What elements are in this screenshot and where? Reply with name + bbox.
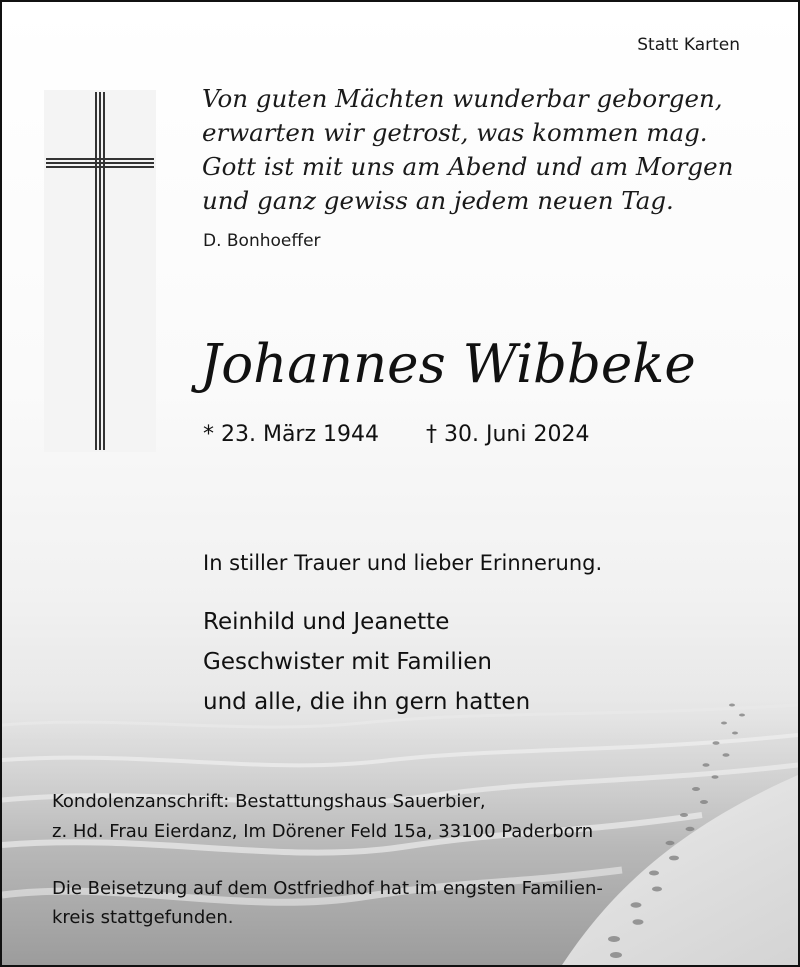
mourner-line: Reinhild und Jeanette [203,609,450,635]
statt-karten-label: Statt Karten [637,35,740,55]
death-date: † 30. Juni 2024 [426,422,590,447]
mourner-line: Geschwister mit Familien [203,649,492,675]
mourner-line: und alle, die ihn gern hatten [203,689,531,715]
condolence-address [52,787,593,847]
deceased-name: Johannes Wibbeke [200,334,696,395]
burial-line: Die Beisetzung auf dem Ostfriedhof hat im engsten Familien- [52,878,603,899]
burial-line: kreis stattgefunden. [52,907,234,928]
poem-line: Gott ist mit uns am Abend und am Morgen [202,152,734,181]
cross-icon [44,90,156,452]
poem-line: Von guten Mächten wunderbar geborgen, [202,84,723,113]
life-dates [203,422,589,447]
poem-line: erwarten wir getrost, was kommen mag. [202,118,708,147]
poem-line: und ganz gewiss an jedem neuen Tag. [202,186,674,215]
condolence-line: z. Hd. Frau Eierdanz, Im Dörener Feld 15a, 33100 Paderborn [52,821,594,842]
burial-note [52,874,603,932]
mourning-statement: In stiller Trauer und lieber Erinnerung. [203,551,603,575]
poem-author: D. Bonhoeffer [203,231,321,251]
birth-date: * 23. März 1944 [203,422,380,447]
condolence-line: Kondolenzanschrift: Bestattungshaus Sauerbier, [52,791,486,812]
mourners-list [203,602,530,722]
cross-panel [44,90,156,452]
poem [202,82,733,218]
